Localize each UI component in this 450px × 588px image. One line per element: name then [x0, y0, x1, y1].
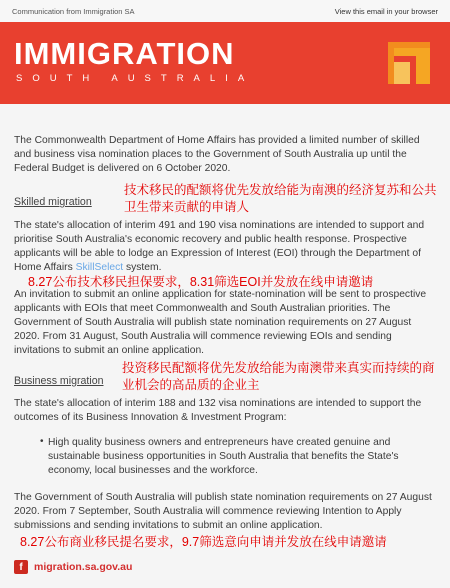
business-paragraph-1: The state's allocation of interim 188 and 132 visa nominations are intended to support the outcomes of its Business Innovation & Investment Program:: [14, 398, 422, 423]
bullet-dot: •: [40, 436, 44, 447]
skilled-chinese-timeline: 8.27公布技术移民担保要求，8.31筛选EOI并发放在线申请邀请: [28, 275, 374, 289]
brand-title: IMMIGRATION: [14, 36, 235, 71]
intro-paragraph: The Commonwealth Department of Home Affairs has provided a limited number of skilled and business visa nomination places to the Government of South Australia up until the Federal Budget is delivered on 6 October 2020.: [14, 135, 420, 174]
business-paragraph-2: The Government of South Australia will publish state nomination requirements on 27 August 2020. From 7 September, South Australia will commence reviewing Intention to Apply submissions and sending invitations to submit an online application.: [14, 492, 432, 531]
business-chinese-note: 投资移民配额将优先发放给能为南澳带来真实而持续的商业机会的高品质的企业主: [122, 361, 435, 392]
email-body: [0, 104, 450, 588]
skilled-paragraph-1: The state's allocation of interim 491 and 190 visa nominations are intended to support and prioritise South Australia's economic recovery and public health response. Prospective applicants will be able to lodge an Expression of Interest (EOI) through the Department of Home Affairs SkillSelect system.: [14, 220, 425, 273]
immigration-banner: [0, 22, 450, 104]
skilled-chinese-note: 技术移民的配额将优先发放给能为南澳的经济复苏和公共卫生带来贡献的申请人: [124, 183, 437, 214]
skillselect-link[interactable]: SkillSelect: [75, 262, 124, 273]
business-chinese-timeline: 8.27公布商业移民提名要求，9.7筛选意向申请并发放在线申请邀请: [20, 535, 387, 549]
website-link[interactable]: migration.sa.gov.au: [34, 561, 133, 573]
communication-label: Communication from Immigration SA: [12, 6, 135, 16]
sa-logo-icon: [380, 34, 438, 92]
skilled-paragraph-2: An invitation to submit an online application for state-nomination will be sent to prospective applicants with EOIs that meet Commonwealth and South Australian priorities. The Government of South Australia will publish state nomination requirements on 27 August 2020. From 31 August, South Australia will commence reviewing EOIs and sending invitations to submit an online application.: [14, 289, 427, 356]
email-header-bar: [0, 0, 450, 22]
brand-subtitle: SOUTH AUSTRALIA: [16, 73, 255, 84]
view-in-browser-link[interactable]: View this email in your browser: [334, 6, 438, 16]
facebook-icon[interactable]: f: [14, 560, 28, 574]
skilled-migration-heading: Skilled migration: [14, 196, 92, 208]
footer: [14, 560, 132, 574]
business-migration-heading: Business migration: [14, 375, 104, 387]
business-bullet-item: High quality business owners and entrepreneurs have created genuine and sustainable business opportunities in South Australia that benefits the State's economy, local businesses and the workforce.: [48, 437, 399, 476]
